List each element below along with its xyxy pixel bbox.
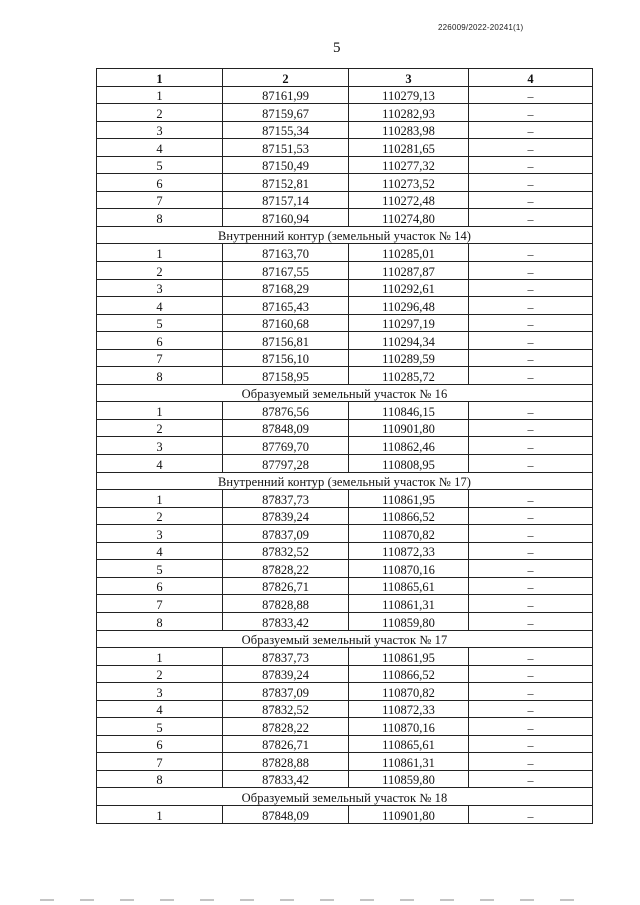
y-coordinate-cell: 110274,80 — [349, 209, 469, 227]
point-number-cell: 6 — [97, 577, 223, 595]
point-number-cell: 5 — [97, 314, 223, 332]
y-coordinate-cell: 110870,16 — [349, 718, 469, 736]
y-coordinate-cell: 110870,82 — [349, 525, 469, 543]
table-row — [97, 314, 593, 332]
y-coordinate-cell: 110870,82 — [349, 683, 469, 701]
section-title: Внутренний контур (земельный участок № 14) — [97, 226, 593, 244]
y-coordinate-cell: 110859,80 — [349, 770, 469, 788]
table-row — [97, 279, 593, 297]
note-cell: – — [469, 209, 593, 227]
note-cell: – — [469, 770, 593, 788]
x-coordinate-cell: 87155,34 — [223, 121, 349, 139]
y-coordinate-cell: 110866,52 — [349, 665, 469, 683]
point-number-cell: 7 — [97, 191, 223, 209]
x-coordinate-cell: 87160,94 — [223, 209, 349, 227]
x-coordinate-cell: 87833,42 — [223, 770, 349, 788]
note-cell: – — [469, 139, 593, 157]
note-cell: – — [469, 104, 593, 122]
note-cell: – — [469, 805, 593, 823]
point-number-cell: 3 — [97, 437, 223, 455]
note-cell: – — [469, 279, 593, 297]
x-coordinate-cell: 87832,52 — [223, 542, 349, 560]
note-cell: – — [469, 700, 593, 718]
x-coordinate-cell: 87828,22 — [223, 718, 349, 736]
note-cell: – — [469, 262, 593, 280]
y-coordinate-cell: 110866,52 — [349, 507, 469, 525]
table-row — [97, 753, 593, 771]
note-cell: – — [469, 174, 593, 192]
x-coordinate-cell: 87158,95 — [223, 367, 349, 385]
y-coordinate-cell: 110846,15 — [349, 402, 469, 420]
point-number-cell: 1 — [97, 648, 223, 666]
y-coordinate-cell: 110294,34 — [349, 332, 469, 350]
table-row — [97, 542, 593, 560]
y-coordinate-cell: 110287,87 — [349, 262, 469, 280]
note-cell: – — [469, 86, 593, 104]
note-cell: – — [469, 665, 593, 683]
y-coordinate-cell: 110289,59 — [349, 349, 469, 367]
x-coordinate-cell: 87161,99 — [223, 86, 349, 104]
x-coordinate-cell: 87839,24 — [223, 665, 349, 683]
table-row — [97, 104, 593, 122]
table-row — [97, 683, 593, 701]
x-coordinate-cell: 87826,71 — [223, 577, 349, 595]
note-cell: – — [469, 437, 593, 455]
point-number-cell: 8 — [97, 770, 223, 788]
note-cell: – — [469, 718, 593, 736]
note-cell: – — [469, 560, 593, 578]
point-number-cell: 8 — [97, 367, 223, 385]
section-title: Образуемый земельный участок № 16 — [97, 384, 593, 402]
note-cell: – — [469, 490, 593, 508]
y-coordinate-cell: 110272,48 — [349, 191, 469, 209]
table-row — [97, 349, 593, 367]
point-number-cell: 6 — [97, 332, 223, 350]
y-coordinate-cell: 110285,72 — [349, 367, 469, 385]
x-coordinate-cell: 87769,70 — [223, 437, 349, 455]
note-cell: – — [469, 314, 593, 332]
point-number-cell: 2 — [97, 419, 223, 437]
table-row — [97, 648, 593, 666]
x-coordinate-cell: 87156,81 — [223, 332, 349, 350]
x-coordinate-cell: 87837,09 — [223, 525, 349, 543]
note-cell: – — [469, 507, 593, 525]
point-number-cell: 4 — [97, 542, 223, 560]
section-header-row — [97, 630, 593, 648]
point-number-cell: 4 — [97, 700, 223, 718]
point-number-cell: 7 — [97, 595, 223, 613]
table-body — [97, 86, 593, 823]
note-cell: – — [469, 648, 593, 666]
note-cell: – — [469, 156, 593, 174]
section-title: Образуемый земельный участок № 18 — [97, 788, 593, 806]
point-number-cell: 8 — [97, 209, 223, 227]
note-cell: – — [469, 349, 593, 367]
point-number-cell: 5 — [97, 718, 223, 736]
table-row — [97, 560, 593, 578]
x-coordinate-cell: 87826,71 — [223, 735, 349, 753]
point-number-cell: 1 — [97, 402, 223, 420]
point-number-cell: 3 — [97, 683, 223, 701]
x-coordinate-cell: 87848,09 — [223, 805, 349, 823]
section-title: Образуемый земельный участок № 17 — [97, 630, 593, 648]
x-coordinate-cell: 87833,42 — [223, 612, 349, 630]
table-row — [97, 244, 593, 262]
table-row — [97, 770, 593, 788]
point-number-cell: 4 — [97, 455, 223, 473]
point-number-cell: 3 — [97, 279, 223, 297]
table-row — [97, 121, 593, 139]
section-header-row — [97, 384, 593, 402]
x-coordinate-cell: 87837,73 — [223, 648, 349, 666]
table-row — [97, 455, 593, 473]
point-number-cell: 6 — [97, 735, 223, 753]
y-coordinate-cell: 110861,31 — [349, 595, 469, 613]
x-coordinate-cell: 87157,14 — [223, 191, 349, 209]
x-coordinate-cell: 87151,53 — [223, 139, 349, 157]
note-cell: – — [469, 191, 593, 209]
table-row — [97, 490, 593, 508]
page-number: 5 — [333, 40, 341, 56]
table-row — [97, 437, 593, 455]
point-number-cell: 7 — [97, 349, 223, 367]
y-coordinate-cell: 110285,01 — [349, 244, 469, 262]
table-row — [97, 402, 593, 420]
x-coordinate-cell: 87152,81 — [223, 174, 349, 192]
note-cell: – — [469, 612, 593, 630]
section-title: Внутренний контур (земельный участок № 17) — [97, 472, 593, 490]
point-number-cell: 2 — [97, 104, 223, 122]
y-coordinate-cell: 110872,33 — [349, 542, 469, 560]
table-row — [97, 700, 593, 718]
column-header-3: 3 — [349, 69, 469, 87]
table-row — [97, 297, 593, 315]
y-coordinate-cell: 110901,80 — [349, 419, 469, 437]
point-number-cell: 1 — [97, 805, 223, 823]
point-number-cell: 8 — [97, 612, 223, 630]
x-coordinate-cell: 87168,29 — [223, 279, 349, 297]
table-row — [97, 419, 593, 437]
y-coordinate-cell: 110283,98 — [349, 121, 469, 139]
y-coordinate-cell: 110292,61 — [349, 279, 469, 297]
x-coordinate-cell: 87167,55 — [223, 262, 349, 280]
note-cell: – — [469, 244, 593, 262]
x-coordinate-cell: 87150,49 — [223, 156, 349, 174]
point-number-cell: 2 — [97, 507, 223, 525]
y-coordinate-cell: 110808,95 — [349, 455, 469, 473]
scan-footer-artifact — [40, 899, 600, 901]
x-coordinate-cell: 87163,70 — [223, 244, 349, 262]
x-coordinate-cell: 87876,56 — [223, 402, 349, 420]
x-coordinate-cell: 87797,28 — [223, 455, 349, 473]
y-coordinate-cell: 110282,93 — [349, 104, 469, 122]
point-number-cell: 7 — [97, 753, 223, 771]
y-coordinate-cell: 110862,46 — [349, 437, 469, 455]
table-row — [97, 191, 593, 209]
x-coordinate-cell: 87848,09 — [223, 419, 349, 437]
y-coordinate-cell: 110859,80 — [349, 612, 469, 630]
table-row — [97, 262, 593, 280]
note-cell: – — [469, 542, 593, 560]
note-cell: – — [469, 577, 593, 595]
x-coordinate-cell: 87832,52 — [223, 700, 349, 718]
note-cell: – — [469, 121, 593, 139]
coordinates-table — [96, 68, 593, 824]
document-number: 226009/2022-20241(1) — [438, 23, 524, 32]
table-row — [97, 332, 593, 350]
point-number-cell: 5 — [97, 156, 223, 174]
table-row — [97, 525, 593, 543]
x-coordinate-cell: 87828,88 — [223, 595, 349, 613]
y-coordinate-cell: 110296,48 — [349, 297, 469, 315]
y-coordinate-cell: 110872,33 — [349, 700, 469, 718]
y-coordinate-cell: 110861,31 — [349, 753, 469, 771]
y-coordinate-cell: 110865,61 — [349, 577, 469, 595]
point-number-cell: 4 — [97, 139, 223, 157]
note-cell: – — [469, 332, 593, 350]
note-cell: – — [469, 367, 593, 385]
x-coordinate-cell: 87156,10 — [223, 349, 349, 367]
y-coordinate-cell: 110870,16 — [349, 560, 469, 578]
column-header-1: 1 — [97, 69, 223, 87]
y-coordinate-cell: 110281,65 — [349, 139, 469, 157]
point-number-cell: 2 — [97, 665, 223, 683]
point-number-cell: 3 — [97, 525, 223, 543]
table-row — [97, 735, 593, 753]
section-header-row — [97, 472, 593, 490]
y-coordinate-cell: 110861,95 — [349, 648, 469, 666]
point-number-cell: 6 — [97, 174, 223, 192]
table-row — [97, 174, 593, 192]
x-coordinate-cell: 87165,43 — [223, 297, 349, 315]
point-number-cell: 5 — [97, 560, 223, 578]
table-row — [97, 718, 593, 736]
section-header-row — [97, 226, 593, 244]
table-row — [97, 507, 593, 525]
table-row — [97, 805, 593, 823]
table-row — [97, 367, 593, 385]
table-row — [97, 156, 593, 174]
point-number-cell: 1 — [97, 490, 223, 508]
note-cell: – — [469, 419, 593, 437]
y-coordinate-cell: 110901,80 — [349, 805, 469, 823]
table-row — [97, 595, 593, 613]
note-cell: – — [469, 595, 593, 613]
y-coordinate-cell: 110297,19 — [349, 314, 469, 332]
x-coordinate-cell: 87828,22 — [223, 560, 349, 578]
y-coordinate-cell: 110273,52 — [349, 174, 469, 192]
point-number-cell: 3 — [97, 121, 223, 139]
x-coordinate-cell: 87837,09 — [223, 683, 349, 701]
x-coordinate-cell: 87828,88 — [223, 753, 349, 771]
x-coordinate-cell: 87837,73 — [223, 490, 349, 508]
note-cell: – — [469, 402, 593, 420]
note-cell: – — [469, 683, 593, 701]
y-coordinate-cell: 110277,32 — [349, 156, 469, 174]
table-header-row — [97, 69, 593, 87]
x-coordinate-cell: 87160,68 — [223, 314, 349, 332]
note-cell: – — [469, 297, 593, 315]
point-number-cell: 1 — [97, 86, 223, 104]
y-coordinate-cell: 110865,61 — [349, 735, 469, 753]
table-row — [97, 665, 593, 683]
table-row — [97, 612, 593, 630]
column-header-2: 2 — [223, 69, 349, 87]
table-row — [97, 209, 593, 227]
note-cell: – — [469, 735, 593, 753]
note-cell: – — [469, 753, 593, 771]
x-coordinate-cell: 87159,67 — [223, 104, 349, 122]
y-coordinate-cell: 110279,13 — [349, 86, 469, 104]
table-row — [97, 86, 593, 104]
point-number-cell: 1 — [97, 244, 223, 262]
section-header-row — [97, 788, 593, 806]
point-number-cell: 2 — [97, 262, 223, 280]
note-cell: – — [469, 455, 593, 473]
column-header-4: 4 — [469, 69, 593, 87]
point-number-cell: 4 — [97, 297, 223, 315]
table-row — [97, 577, 593, 595]
note-cell: – — [469, 525, 593, 543]
x-coordinate-cell: 87839,24 — [223, 507, 349, 525]
y-coordinate-cell: 110861,95 — [349, 490, 469, 508]
table-row — [97, 139, 593, 157]
